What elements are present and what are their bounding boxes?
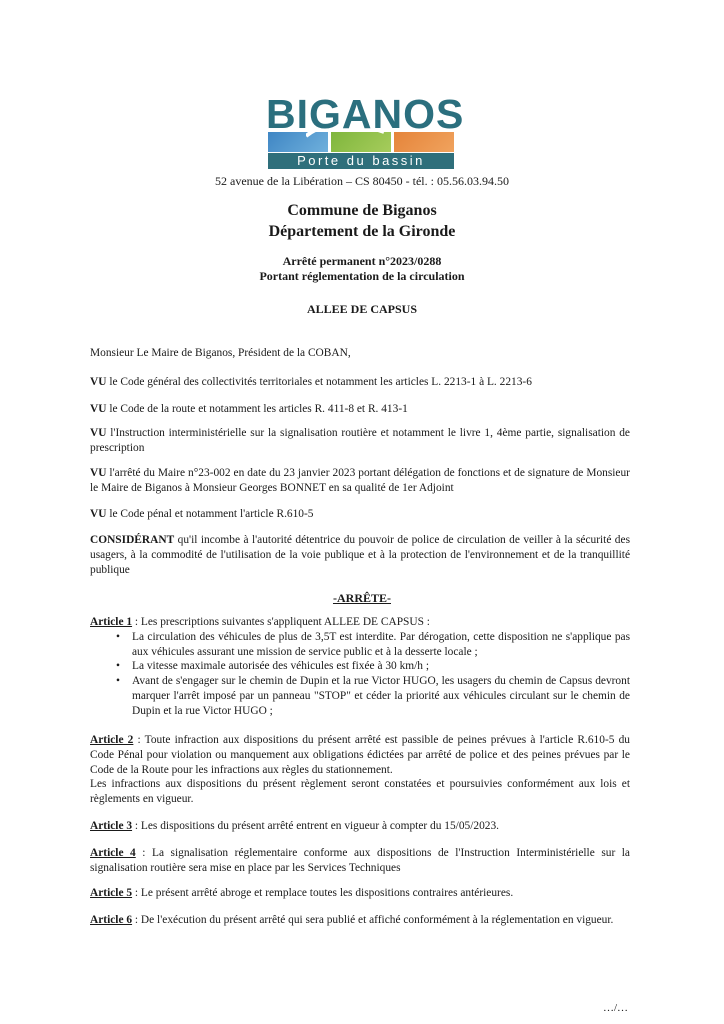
article-text: : De l'exécution du présent arrêté qui sera publié et affiché conformément à la réglementation en vigueur.	[132, 914, 614, 926]
article-1	[90, 615, 630, 719]
arrete-number: Arrêté permanent n°2023/0288	[282, 254, 442, 268]
street-name: ALLEE DE CAPSUS	[306, 302, 418, 316]
logo-wordmark: BIGANOS	[266, 91, 465, 137]
article-1-list	[90, 630, 630, 719]
page-continuation: …/…	[603, 1002, 629, 1014]
article-text: : Toute infraction aux dispositions du présent arrêté est passible de peines prévues à l'article R.610-5 du Code Pénal pour violation ou manquement aux obligations édictées par arrêté de police et des peines prévues par le Code de la Route pour les infractions aux règles du stationnement.	[90, 734, 630, 776]
logo-tagline: Porte du bassin	[268, 153, 454, 169]
vu-label: VU	[90, 403, 107, 415]
considerant-text: qu'il incombe à l'autorité détentrice du pouvoir de police de circulation de veiller à la sécurité des usagers, à la commodité de l'utilisation de la voie publique et à la protection de l'environnement et de la tranquillité publique	[90, 534, 630, 576]
article-label: Article 1	[90, 616, 133, 628]
article-text: : Les dispositions du présent arrêté entrent en vigueur à compter du 15/05/2023.	[132, 820, 500, 832]
list-item: • La circulation des véhicules de plus de 3,5T est interdite. Par dérogation, cette disposition ne s'applique pas aux véhicules assurant une mission de service public et à la desserte locale ;	[132, 630, 630, 660]
article-5	[90, 886, 630, 901]
arrete-heading	[0, 254, 724, 284]
arrete-subject: Portant réglementation de la circulation	[259, 269, 465, 283]
vu-paragraph	[90, 402, 630, 417]
vu-label: VU	[90, 376, 107, 388]
article-text: : Les prescriptions suivantes s'appliquent ALLEE DE CAPSUS :	[132, 616, 430, 628]
commune-name: Commune de Biganos	[287, 202, 437, 219]
article-label: Article 2	[90, 734, 134, 746]
list-item: • Avant de s'engager sur le chemin de Dupin et la rue Victor HUGO, les usagers du chemin de Capsus devront marquer l'arrêt imposé par un panneau "STOP" et céder la priorité aux véhicules circulant sur le chemin de Dupin et la rue Victor HUGO ;	[132, 674, 630, 718]
vu-label: VU	[90, 427, 107, 439]
address-line: 52 avenue de la Libération – CS 80450 - tél. : 05.56.03.94.50	[215, 174, 509, 188]
article-label: Article 6	[90, 914, 133, 926]
vu-text: l'Instruction interministérielle sur la signalisation routière et notamment le livre 1, 4ème partie, signalisation de prescription	[90, 427, 630, 454]
article-label: Article 3	[90, 820, 133, 832]
article-label: Article 5	[90, 887, 133, 899]
article-2	[90, 733, 630, 807]
list-item: • La vitesse maximale autorisée des véhicules est fixée à 30 km/h ;	[132, 659, 630, 674]
considerant-label: CONSIDÉRANT	[90, 534, 175, 546]
department-name: Département de la Gironde	[268, 223, 456, 240]
vu-label: VU	[90, 508, 107, 520]
article-6	[90, 913, 630, 928]
commune-heading	[0, 200, 724, 242]
article-label: Article 4	[90, 847, 136, 859]
vu-paragraph	[90, 466, 630, 496]
article-4	[90, 846, 630, 876]
vu-text: le Code de la route et notamment les articles R. 411-8 et R. 413-1	[109, 403, 408, 415]
preamble-intro: Monsieur Le Maire de Biganos, Président de la COBAN,	[90, 347, 351, 359]
article-3	[90, 819, 630, 834]
vu-text: le Code général des collectivités territoriales et notamment les articles L. 2213-1 à L. 2213-6	[109, 376, 532, 388]
biganos-logo	[266, 91, 465, 172]
vu-label: VU	[90, 467, 107, 479]
arrete-title: -ARRÊTE-	[332, 591, 391, 605]
article-text: : Le présent arrêté abroge et remplace toutes les dispositions contraires antérieures.	[132, 887, 514, 899]
considerant-paragraph	[90, 533, 630, 577]
article-text: Les infractions aux dispositions du présent règlement seront constatées et poursuivies conformément aux lois et règlements en vigueur.	[90, 778, 630, 806]
vu-paragraph	[90, 507, 630, 522]
vu-text: le Code pénal et notamment l'article R.610-5	[109, 508, 314, 520]
article-text: : La signalisation réglementaire conforme aux dispositions de l'Instruction Interministérielle sur la signalisation routière sera mise en place par les Services Techniques	[90, 847, 630, 874]
vu-text: l'arrêté du Maire n°23-002 en date du 23 janvier 2023 portant délégation de fonctions et de signature de Monsieur le Maire de Biganos à Monsieur Georges BONNET en sa qualité de 1er Adjoint	[90, 467, 630, 494]
vu-paragraph	[90, 375, 630, 390]
vu-paragraph	[90, 426, 630, 456]
